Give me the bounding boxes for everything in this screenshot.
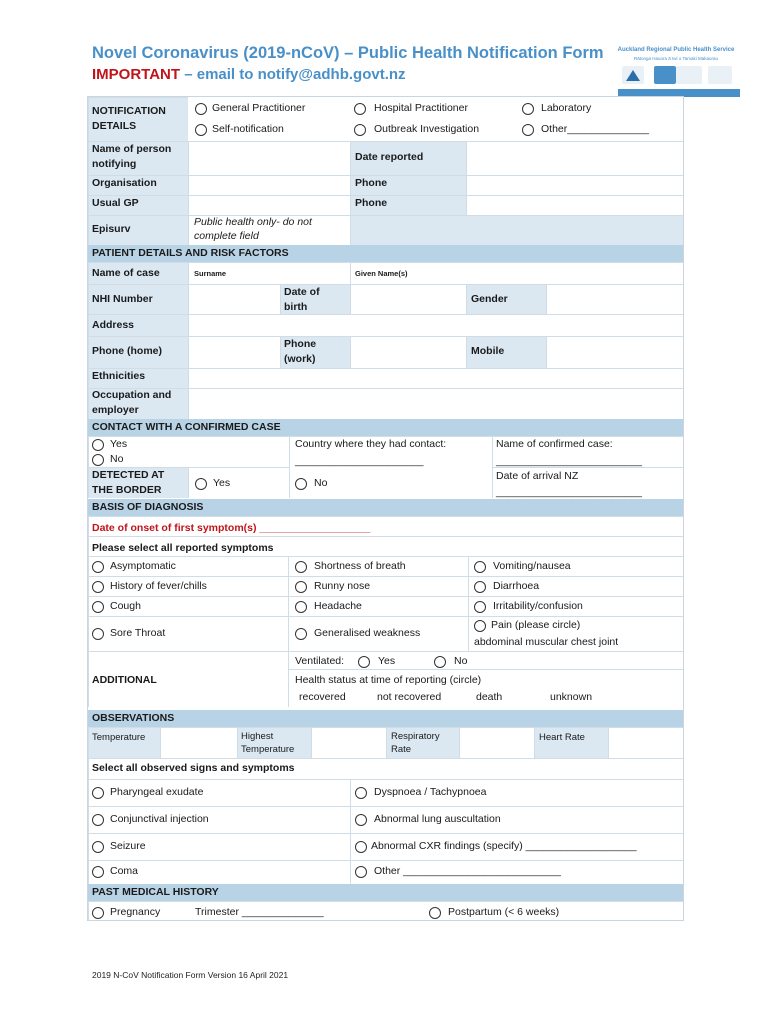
- radio-abnormal-lung[interactable]: [355, 814, 367, 826]
- ventilated-label: Ventilated:: [295, 655, 345, 667]
- name-confirmed-case-label: Name of confirmed case:: [496, 438, 613, 450]
- organisation-label: Organisation: [92, 177, 157, 189]
- radio-border-yes[interactable]: [195, 478, 207, 490]
- radio-ventilated-yes[interactable]: [358, 656, 370, 668]
- radio-headache[interactable]: [295, 601, 307, 613]
- radio-irritability[interactable]: [474, 601, 486, 613]
- symptom-irritability: Irritability/confusion: [493, 600, 583, 612]
- radio-abnormal-cxr[interactable]: [355, 841, 367, 853]
- organisation-input[interactable]: [188, 175, 350, 195]
- symptom-asymptomatic: Asymptomatic: [110, 560, 176, 572]
- radio-other[interactable]: [522, 124, 534, 136]
- name-of-person-label: Name of person notifying: [92, 143, 172, 170]
- ventilated-yes-label: Yes: [378, 655, 396, 667]
- ethnicities-input[interactable]: [188, 368, 683, 388]
- footer-version: 2019 N-CoV Notification Form Version 16 April 2021: [92, 970, 289, 980]
- highest-temperature-input[interactable]: [311, 727, 386, 758]
- dob-label: Date of birth: [284, 286, 320, 313]
- country-contact-label: Country where they had contact:: [295, 438, 447, 450]
- sign-abnormal-lung: Abnormal lung auscultation: [374, 813, 501, 825]
- nhi-input[interactable]: [188, 284, 280, 314]
- sign-other[interactable]: Other ___________________________: [374, 865, 561, 877]
- country-contact-line[interactable]: ______________________: [295, 455, 424, 467]
- status-not-recovered[interactable]: not recovered: [377, 691, 442, 703]
- notification-details-label: NOTIFICATION DETAILS: [92, 105, 166, 132]
- temperature-input[interactable]: [160, 727, 237, 758]
- diagnosis-section-header: BASIS OF DIAGNOSIS: [88, 499, 683, 516]
- name-confirmed-case-line[interactable]: _________________________: [496, 455, 642, 467]
- usual-gp-label: Usual GP: [92, 197, 139, 209]
- border-yes-label: Yes: [213, 477, 231, 489]
- radio-other-sign[interactable]: [355, 866, 367, 878]
- given-names-hint: Given Name(s): [355, 269, 408, 278]
- symptom-headache: Headache: [314, 600, 362, 612]
- radio-dyspnoea[interactable]: [355, 787, 367, 799]
- symptom-shortness-breath: Shortness of breath: [314, 560, 406, 572]
- logo-title: Auckland Regional Public Health Service: [617, 47, 735, 53]
- important-label: IMPORTANT: [92, 66, 181, 83]
- option-self-notification: Self-notification: [212, 123, 284, 135]
- option-outbreak-investigation: Outbreak Investigation: [374, 123, 480, 135]
- logo-mark-3: [676, 66, 702, 84]
- episurv-label: Episurv: [92, 223, 131, 235]
- name-of-case-label: Name of case: [92, 267, 160, 279]
- contact-yes-label: Yes: [110, 438, 128, 450]
- logo-mark-1: [622, 66, 644, 84]
- additional-label: ADDITIONAL: [92, 674, 157, 686]
- contact-section-header: CONTACT WITH A CONFIRMED CASE: [88, 419, 683, 436]
- phone-home-label: Phone (home): [92, 345, 162, 357]
- radio-conjunctival-injection[interactable]: [92, 814, 104, 826]
- phone-gp-label: Phone: [355, 197, 388, 209]
- radio-hospital-practitioner[interactable]: [354, 103, 366, 115]
- phone-work-input[interactable]: [350, 336, 466, 368]
- history-section-header: PAST MEDICAL HISTORY: [88, 884, 683, 901]
- phone-gp-input[interactable]: [466, 195, 683, 215]
- logo-mark-2: [654, 66, 676, 84]
- radio-pregnancy[interactable]: [92, 907, 104, 919]
- radio-laboratory[interactable]: [522, 103, 534, 115]
- radio-diarrhoea[interactable]: [474, 581, 486, 593]
- symptom-cough: Cough: [110, 600, 141, 612]
- postpartum-label: Postpartum (< 6 weeks): [448, 906, 560, 918]
- radio-general-practitioner[interactable]: [195, 103, 207, 115]
- radio-pharyngeal-exudate[interactable]: [92, 787, 104, 799]
- logo-subtitle: Rātonga Hauora ā Iwi o Tamaki Makaurau: [634, 56, 718, 61]
- sign-abnormal-cxr[interactable]: Abnormal CXR findings (specify) ___________________: [371, 840, 637, 852]
- episurv-note: Public health only- do not complete field: [194, 216, 312, 242]
- address-label: Address: [92, 319, 135, 331]
- observed-signs-label: Select all observed signs and symptoms: [92, 762, 295, 774]
- phone-work-label: Phone (work): [284, 338, 317, 365]
- date-arrival-line[interactable]: _________________________: [496, 486, 642, 498]
- status-death[interactable]: death: [476, 691, 503, 703]
- sign-seizure: Seizure: [110, 840, 146, 852]
- email-text: – email to notify@adhb.govt.nz: [184, 66, 406, 83]
- logo-mark-4: [708, 66, 732, 84]
- respiratory-rate-label: Respiratory Rate: [391, 731, 440, 755]
- form-title: Novel Coronavirus (2019-nCoV) – Public Health Notification Form: [92, 44, 604, 62]
- nhi-label: NHI Number: [92, 293, 153, 305]
- usual-gp-input[interactable]: [188, 195, 350, 215]
- phone-home-input[interactable]: [188, 336, 280, 368]
- option-laboratory: Laboratory: [541, 102, 592, 114]
- heart-rate-input[interactable]: [608, 727, 683, 758]
- radio-contact-no[interactable]: [92, 454, 104, 466]
- patient-section-header: PATIENT DETAILS AND RISK FACTORS: [88, 245, 683, 262]
- symptom-vomiting: Vomiting/nausea: [493, 560, 571, 572]
- radio-cough[interactable]: [92, 601, 104, 613]
- phone-label: Phone: [355, 177, 388, 189]
- sign-conjunctival-injection: Conjunctival injection: [110, 813, 209, 825]
- symptom-diarrhoea: Diarrhoea: [493, 580, 540, 592]
- arphs-logo: [612, 44, 740, 98]
- ventilated-no-label: No: [454, 655, 468, 667]
- option-hospital-practitioner: Hospital Practitioner: [374, 102, 468, 114]
- sign-dyspnoea: Dyspnoea / Tachypnoea: [374, 786, 487, 798]
- occupation-label: Occupation and employer: [92, 389, 172, 416]
- address-input[interactable]: [188, 314, 683, 336]
- symptom-runny-nose: Runny nose: [314, 580, 371, 592]
- radio-border-no[interactable]: [295, 478, 307, 490]
- date-arrival-label: Date of arrival NZ: [496, 470, 579, 482]
- trimester-field[interactable]: Trimester ______________: [195, 906, 324, 918]
- border-no-label: No: [314, 477, 328, 489]
- date-onset-field[interactable]: Date of onset of first symptom(s) ___________________: [92, 522, 371, 534]
- radio-sore-throat[interactable]: [92, 628, 104, 640]
- sign-coma: Coma: [110, 865, 139, 877]
- highest-temperature-label: Highest Temperature: [241, 731, 295, 755]
- pregnancy-label: Pregnancy: [110, 906, 161, 918]
- name-of-person-input[interactable]: [188, 141, 350, 175]
- status-recovered[interactable]: recovered: [299, 691, 346, 703]
- radio-pain[interactable]: [474, 620, 486, 632]
- episurv-field: [350, 215, 683, 245]
- health-status-label: Health status at time of reporting (circle): [295, 674, 482, 686]
- occupation-input[interactable]: [188, 388, 683, 419]
- radio-vomiting[interactable]: [474, 561, 486, 573]
- phone-input[interactable]: [466, 175, 683, 195]
- status-unknown[interactable]: unknown: [550, 691, 593, 703]
- temperature-label: Temperature: [92, 732, 146, 743]
- symptom-pain: Pain (please circle): [491, 619, 581, 631]
- sign-pharyngeal-exudate: Pharyngeal exudate: [110, 786, 204, 798]
- detected-border-label: DETECTED AT THE BORDER: [92, 469, 165, 496]
- radio-outbreak-investigation[interactable]: [354, 124, 366, 136]
- observations-section-header: OBSERVATIONS: [88, 710, 683, 727]
- notification-form: [87, 96, 684, 921]
- radio-coma[interactable]: [92, 866, 104, 878]
- gender-label: Gender: [471, 293, 508, 305]
- radio-ventilated-no[interactable]: [434, 656, 446, 668]
- radio-asymptomatic[interactable]: [92, 561, 104, 573]
- radio-runny-nose[interactable]: [295, 581, 307, 593]
- radio-postpartum[interactable]: [429, 907, 441, 919]
- symptom-history-fever: History of fever/chills: [110, 580, 207, 592]
- respiratory-rate-input[interactable]: [459, 727, 534, 758]
- email-instruction: [92, 66, 406, 83]
- radio-self-notification[interactable]: [195, 124, 207, 136]
- option-other: Other______________: [541, 123, 650, 135]
- ethnicities-label: Ethnicities: [92, 370, 146, 382]
- gender-input[interactable]: [546, 284, 683, 314]
- contact-no-label: No: [110, 453, 124, 465]
- option-general-practitioner: General Practitioner: [212, 102, 306, 114]
- radio-shortness-breath[interactable]: [295, 561, 307, 573]
- pain-options[interactable]: abdominal muscular chest joint: [474, 636, 619, 648]
- radio-seizure[interactable]: [92, 841, 104, 853]
- radio-contact-yes[interactable]: [92, 439, 104, 451]
- radio-generalised-weakness[interactable]: [295, 628, 307, 640]
- radio-history-fever[interactable]: [92, 581, 104, 593]
- heart-rate-label: Heart Rate: [539, 732, 585, 743]
- date-reported-input[interactable]: [466, 141, 683, 175]
- mobile-input[interactable]: [546, 336, 683, 368]
- symptom-sore-throat: Sore Throat: [110, 627, 166, 639]
- mobile-label: Mobile: [471, 345, 505, 357]
- symptom-generalised-weakness: Generalised weakness: [314, 627, 421, 639]
- dob-input[interactable]: [350, 284, 466, 314]
- surname-hint: Surname: [194, 269, 227, 278]
- date-reported-label: Date reported: [355, 151, 424, 163]
- select-symptoms-label: Please select all reported symptoms: [92, 542, 274, 554]
